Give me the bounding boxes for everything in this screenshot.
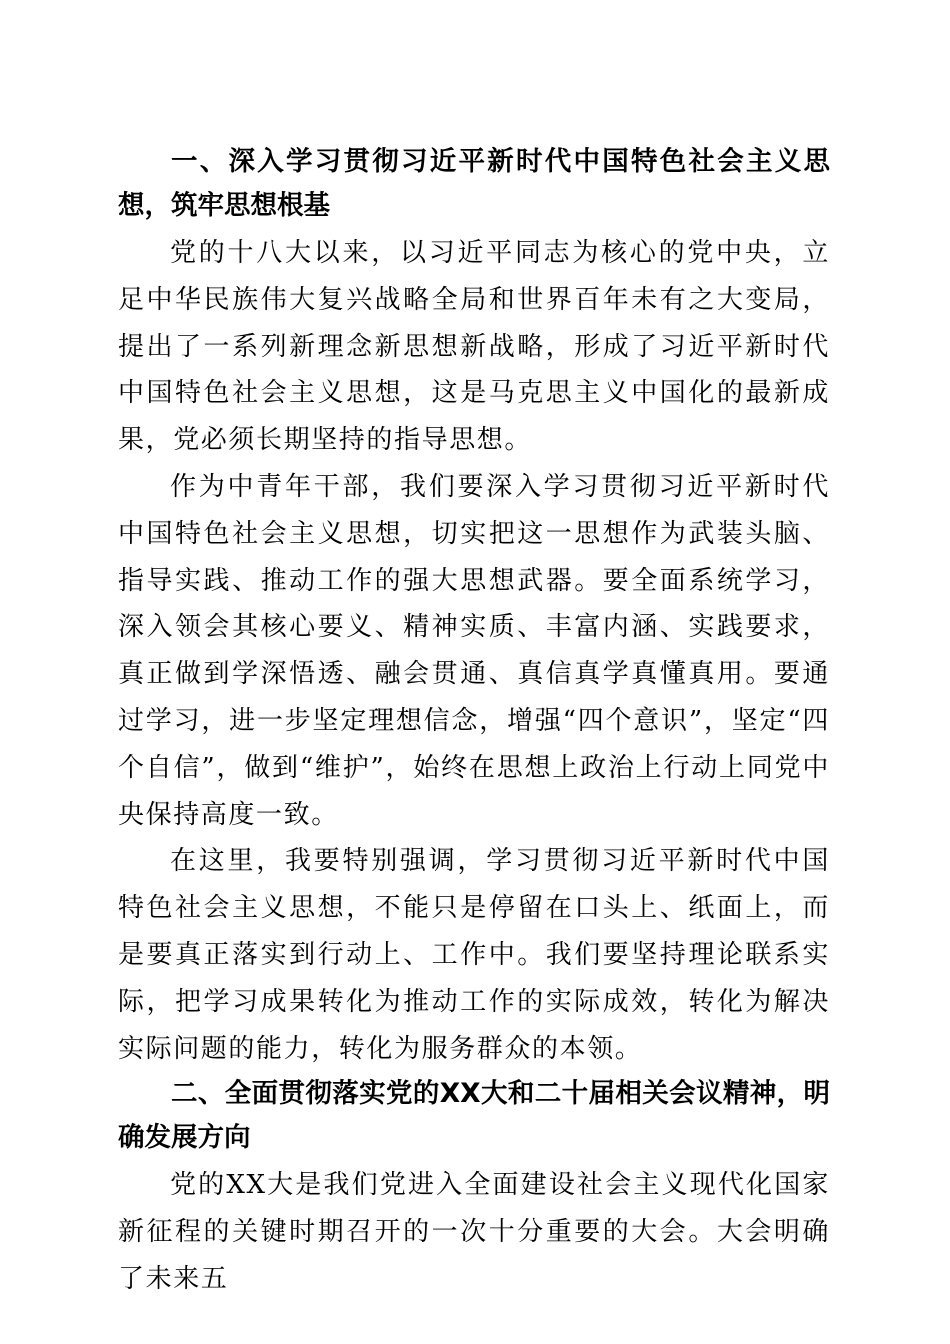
paragraph: 党的XX大是我们党进入全面建设社会主义现代化国家新征程的关键时期召开的一次十分重要的大会。大会明确了未来五 — [118, 1170, 830, 1294]
paragraph: 党的十八大以来，以习近平同志为核心的党中央，立足中华民族伟大复兴战略全局和世界百年未有之大变局，提出了一系列新理念新思想新战略，形成了习近平新时代中国特色社会主义思想，这是马克思主义中国化的最新成果，党必须长期坚持的指导思想。 — [118, 238, 830, 456]
section-2 — [118, 1072, 830, 1302]
section-heading: 二、全面贯彻落实党的XX大和二十届相关会议精神，明确发展方向 — [118, 1078, 830, 1154]
paragraph: 作为中青年干部，我们要深入学习贯彻习近平新时代中国特色社会主义思想，切实把这一思想作为武装头脑、指导实践、推动工作的强大思想武器。要全面系统学习，深入领会其核心要义、精神实质、丰富内涵、实践要求，真正做到学深悟透、融会贯通、真信真学真懂真用。要通过学习，进一步坚定理想信念，增强“四个意识”，坚定“四个自信”，做到“维护”，始终在思想上政治上行动上同党中央保持高度一致。 — [118, 471, 830, 830]
section-heading: 一、深入学习贯彻习近平新时代中国特色社会主义思想，筑牢思想根基 — [118, 146, 830, 221]
section-1 — [118, 140, 830, 1072]
document-page — [118, 140, 830, 1303]
paragraph: 在这里，我要特别强调，学习贯彻习近平新时代中国特色社会主义思想，不能只是停留在口头上、纸面上，而是要真正落实到行动上、工作中。我们要坚持理论联系实际，把学习成果转化为推动工作的实际成效，转化为解决实际问题的能力，转化为服务群众的本领。 — [118, 846, 830, 1064]
